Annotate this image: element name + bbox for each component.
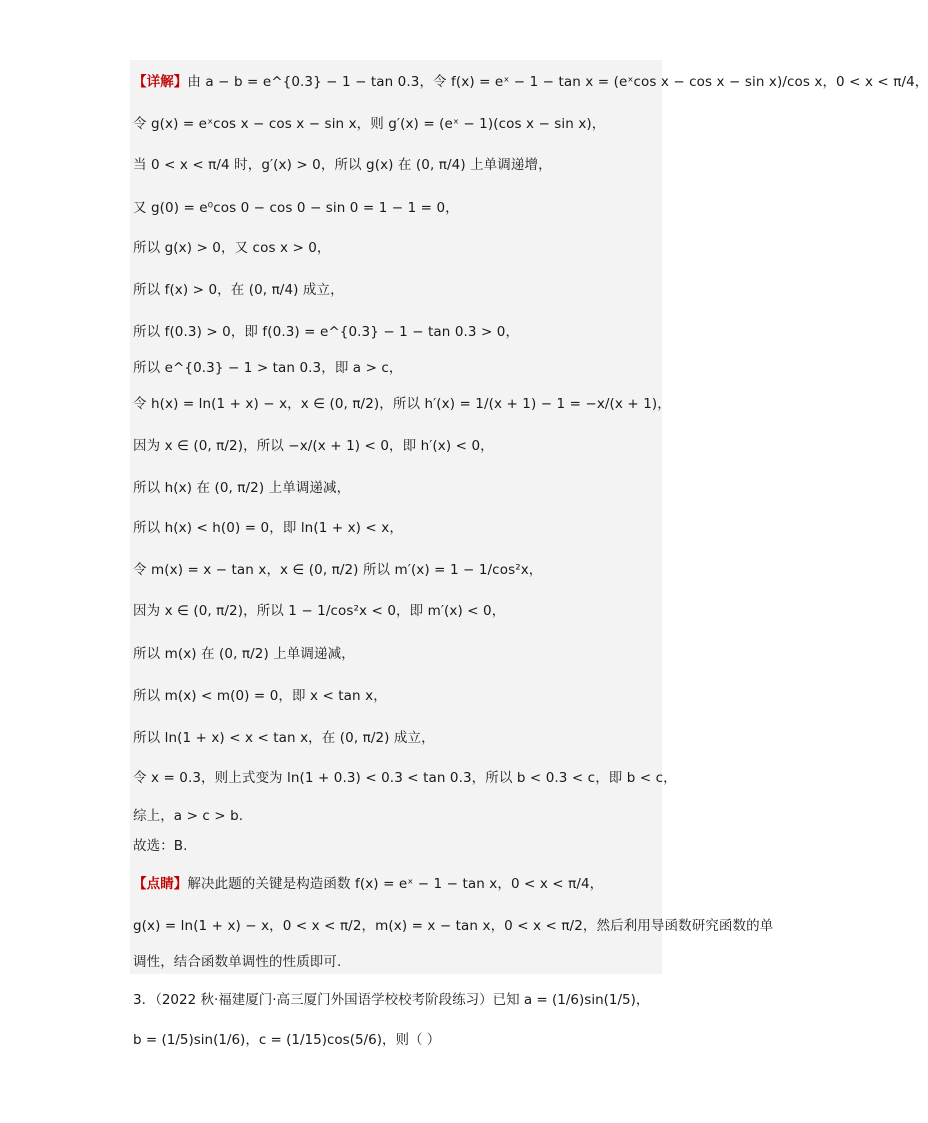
comment-tag: 【点睛】 xyxy=(133,876,188,892)
solution-line-6: 所以 f(x) > 0，在 (0, π/4) 成立， xyxy=(133,282,344,298)
solution-line-20: 故选：B. xyxy=(133,838,188,854)
detail-tag: 【详解】 xyxy=(133,74,188,90)
solution-line-5: 所以 g(x) > 0，又 cos x > 0， xyxy=(133,240,331,256)
solution-line-12: 所以 h(x) < h(0) = 0，即 ln(1 + x) < x， xyxy=(133,520,403,536)
solution-line-15: 所以 m(x) 在 (0, π/2) 上单调递减， xyxy=(133,646,355,662)
question-line-1: 3．（2022 秋·福建厦门·高三厦门外国语学校校考阶段练习）已知 a = (1/6)sin(1/5)， xyxy=(133,992,650,1008)
solution-line-9: 令 h(x) = ln(1 + x) − x，x ∈ (0, π/2)，所以 h′(x) = 1/(x + 1) − 1 = −x/(x + 1)， xyxy=(133,396,671,412)
comment-line-3: 调性，结合函数单调性的性质即可. xyxy=(133,954,342,970)
solution-line-3: 当 0 < x < π/4 时，g′(x) > 0，所以 g(x) 在 (0, π/4) 上单调递增， xyxy=(133,157,552,173)
solution-line-8: 所以 e^{0.3} − 1 > tan 0.3，即 a > c， xyxy=(133,360,403,376)
solution-line-11: 所以 h(x) 在 (0, π/2) 上单调递减， xyxy=(133,480,351,496)
solution-line-19: 综上，a > c > b. xyxy=(133,808,244,824)
solution-line-2: 令 g(x) = eˣcos x − cos x − sin x，则 g′(x) = (eˣ − 1)(cos x − sin x)， xyxy=(133,116,606,132)
comment-line-2: g(x) = ln(1 + x) − x，0 < x < π/2，m(x) = x − tan x，0 < x < π/2，然后利用导函数研究函数的单 xyxy=(133,918,774,934)
comment-line-1: 【点睛】解决此题的关键是构造函数 f(x) = eˣ − 1 − tan x，0 < x < π/4， xyxy=(133,876,604,892)
solution-line-16: 所以 m(x) < m(0) = 0，即 x < tan x， xyxy=(133,688,387,704)
solution-line-17: 所以 ln(1 + x) < x < tan x，在 (0, π/2) 成立， xyxy=(133,730,435,746)
solution-line-4: 又 g(0) = e⁰cos 0 − cos 0 − sin 0 = 1 − 1 = 0， xyxy=(133,200,459,216)
solution-line-18: 令 x = 0.3，则上式变为 ln(1 + 0.3) < 0.3 < tan 0.3，所以 b < 0.3 < c，即 b < c， xyxy=(133,770,677,786)
solution-line-13: 令 m(x) = x − tan x，x ∈ (0, π/2) 所以 m′(x) = 1 − 1/cos²x， xyxy=(133,562,543,578)
question-line-2: b = (1/5)sin(1/6)，c = (1/15)cos(5/6)，则（ ） xyxy=(133,1032,441,1048)
solution-line-14: 因为 x ∈ (0, π/2)，所以 1 − 1/cos²x < 0，即 m′(x) < 0， xyxy=(133,603,506,619)
solution-line-10: 因为 x ∈ (0, π/2)，所以 −x/(x + 1) < 0，即 h′(x) < 0， xyxy=(133,438,494,454)
solution-line-7: 所以 f(0.3) > 0，即 f(0.3) = e^{0.3} − 1 − tan 0.3 > 0， xyxy=(133,324,520,340)
solution-line-1: 【详解】由 a − b = e^{0.3} − 1 − tan 0.3，令 f(x) = eˣ − 1 − tan x = (eˣcos x − cos x − sin x)/cos x，0 < x < π/4， xyxy=(133,74,928,90)
